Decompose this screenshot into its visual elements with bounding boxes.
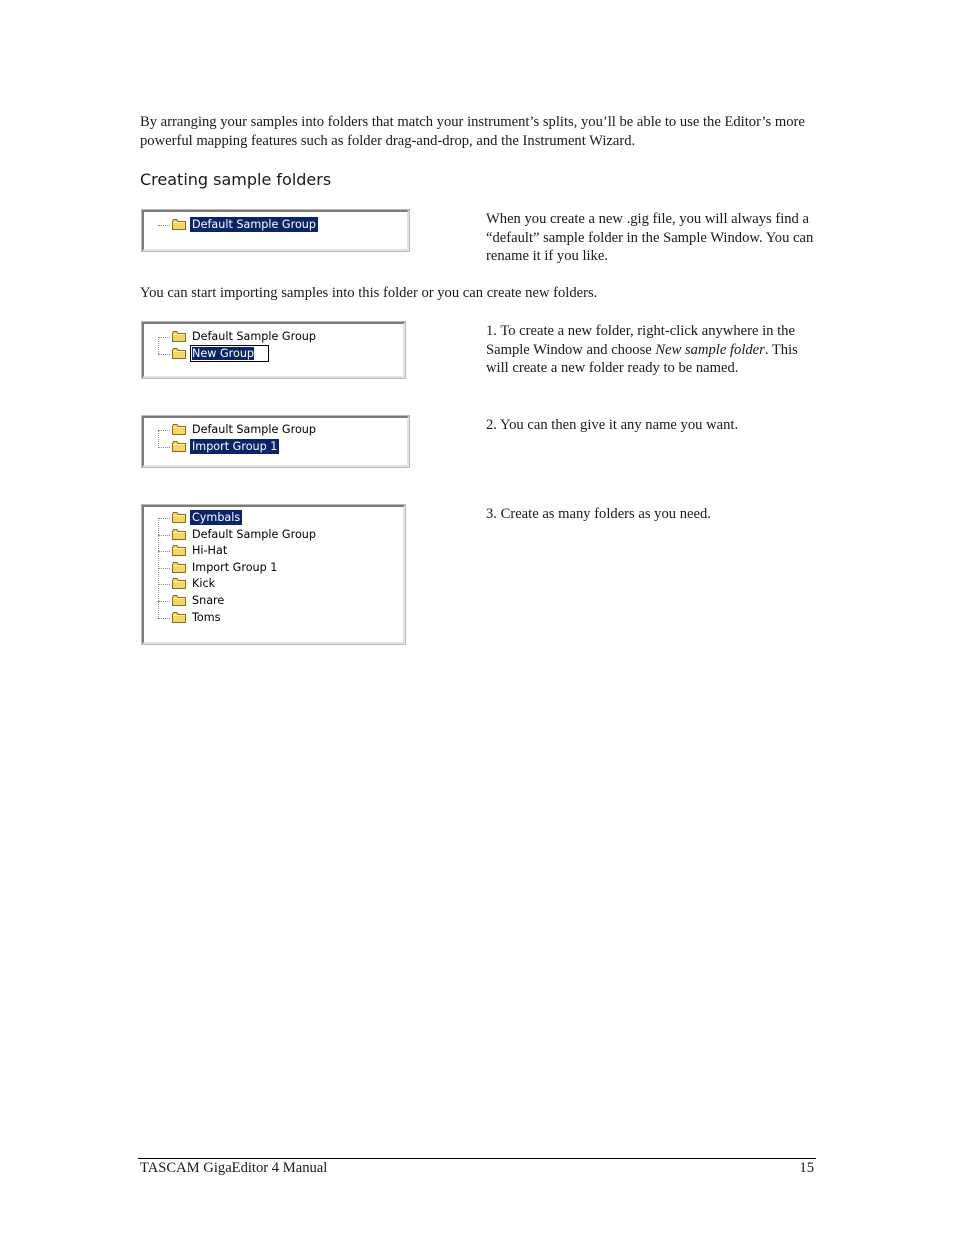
tree-item[interactable] (144, 593, 403, 610)
folder-icon (172, 331, 186, 342)
folder-icon (172, 612, 186, 623)
folder-icon (172, 441, 186, 452)
footer-rule (138, 1158, 816, 1159)
folder-icon (172, 348, 186, 359)
tree-item[interactable] (144, 610, 403, 627)
step-1-text-end: . This will create a new folder ready to be named. (486, 341, 798, 376)
tree-item-label: Default Sample Group (192, 330, 316, 343)
tree-item-label: Import Group 1 (192, 440, 278, 453)
tree-item-label: Cymbals (192, 511, 241, 524)
folder-icon (172, 545, 186, 556)
description-step-2: 2. You can then give it any name you want. (486, 417, 739, 433)
sample-tree-default[interactable] (142, 210, 409, 251)
folder-icon (172, 562, 186, 573)
description-step-1 (486, 322, 816, 378)
tree-item-label: Hi-Hat (192, 544, 228, 557)
tree-item[interactable] (144, 422, 407, 439)
intro-paragraph: By arranging your samples into folders that match your instrument’s splits, you’ll be able to use the Editor’s more powerful mapping features such as folder drag-and-drop, and the Instrument Wizard. (140, 114, 805, 149)
folder-icon (172, 512, 186, 523)
rename-field-text: New Group (192, 347, 255, 360)
tree-item-label: Default Sample Group (192, 528, 316, 541)
tree-item-label: Kick (192, 577, 216, 590)
tree-item[interactable] (144, 576, 403, 593)
tree-item[interactable] (144, 527, 403, 544)
description-step-3: 3. Create as many folders as you need. (486, 506, 711, 522)
middle-paragraph: You can start importing samples into this folder or you can create new folders. (140, 285, 598, 301)
tree-item[interactable] (144, 439, 407, 456)
tree-item-label: Toms (192, 611, 221, 624)
sample-tree-many-folders[interactable] (142, 505, 405, 644)
tree-item[interactable] (144, 346, 403, 363)
tree-item[interactable] (144, 217, 407, 234)
tree-item[interactable] (144, 510, 403, 527)
tree-item-label: Default Sample Group (192, 423, 316, 436)
tree-item-label: Default Sample Group (192, 218, 316, 231)
tree-item-label: Snare (192, 594, 225, 607)
step-1-text: 1. To create a new folder, right-click anywhere in the Sample Window and choose (486, 323, 795, 358)
tree-item[interactable] (144, 329, 403, 346)
sample-tree-new-folder[interactable] (142, 322, 405, 378)
folder-icon (172, 578, 186, 589)
rename-field[interactable] (190, 345, 269, 362)
sample-tree-renamed[interactable] (142, 416, 409, 467)
footer-title: TASCAM GigaEditor 4 Manual (140, 1160, 328, 1176)
description-default-folder: When you create a new .gig file, you will always find a “default” sample folder in the Sample Window. You can rename it if you like. (486, 211, 814, 264)
folder-icon (172, 424, 186, 435)
folder-icon (172, 529, 186, 540)
page-number: 15 (799, 1160, 814, 1176)
tree-item[interactable] (144, 560, 403, 577)
section-title: Creating sample folders (140, 170, 332, 189)
folder-icon (172, 595, 186, 606)
folder-icon (172, 219, 186, 230)
tree-item[interactable] (144, 543, 403, 560)
tree-item-label: Import Group 1 (192, 561, 278, 574)
step-1-menu-item: New sample folder (655, 341, 765, 358)
